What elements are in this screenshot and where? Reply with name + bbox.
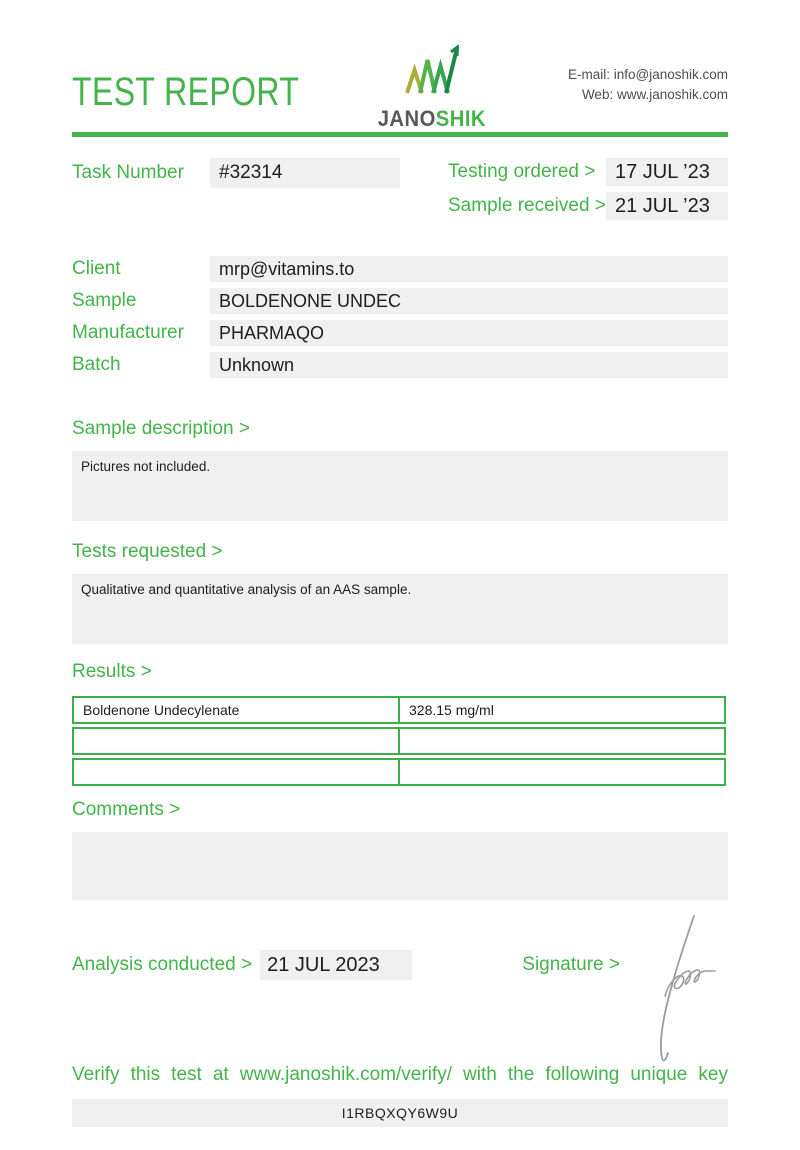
result-analyte-cell [72,758,400,786]
tests-requested-heading: Tests requested > [72,541,223,562]
batch-label: Batch [72,354,121,375]
sample-description-text: Pictures not included. [81,459,211,474]
result-value-cell [398,727,726,755]
sample-value: BOLDENONE UNDEC [210,288,728,314]
analysis-signature-row [72,950,728,980]
task-number-label: Task Number [72,162,184,183]
analysis-conducted-label: Analysis conducted > [72,954,253,975]
results-row [72,727,728,755]
results-heading: Results > [72,661,152,682]
verify-key: I1RBQXQY6W9U [72,1099,728,1127]
ascending-chart-icon [401,45,463,104]
sample-row [72,288,728,314]
tests-requested-text: Qualitative and quantitative analysis of an AAS sample. [81,582,412,597]
result-analyte-cell: Boldenone Undecylenate [72,696,400,724]
results-table [72,696,728,786]
testing-ordered-row [448,158,728,186]
sample-received-row [448,192,728,220]
comments-heading: Comments > [72,799,181,820]
dates-column [448,158,728,220]
contact-email: E-mail: info@janoshik.com [567,67,728,82]
client-value: mrp@vitamins.to [210,256,728,282]
sample-received-value: 21 JUL ’23 [606,192,728,220]
signature-label: Signature > [522,954,620,975]
janoshik-logo [373,45,491,132]
testing-ordered-value: 17 JUL ’23 [606,158,728,186]
manufacturer-label: Manufacturer [72,322,184,343]
sample-description-box [72,451,728,521]
verify-instruction: Verify this test at www.janoshik.com/verify/ with the following unique key [72,1064,728,1085]
manufacturer-value: PHARMAQO [210,320,728,346]
results-row [72,696,728,724]
page-title: TEST REPORT [72,70,300,114]
task-number-group [72,158,400,188]
manufacturer-row [72,320,728,346]
sample-info-section [72,256,728,378]
tests-requested-box [72,574,728,644]
sample-description-heading: Sample description > [72,418,250,439]
contact-block [568,65,728,105]
comments-box [72,832,728,900]
client-row [72,256,728,282]
sample-received-label: Sample received > [448,195,606,216]
task-number-value: #32314 [210,158,400,188]
batch-value: Unknown [210,352,728,378]
logo-wordmark [378,106,486,132]
header-divider [72,132,728,137]
result-analyte-cell [72,727,400,755]
result-value-cell [398,758,726,786]
analysis-conducted-value: 21 JUL 2023 [260,950,412,980]
task-dates-row [72,158,728,220]
batch-row [72,352,728,378]
logo-text-shik: SHIK [435,106,487,131]
results-row [72,758,728,786]
result-value-cell: 328.15 mg/ml [398,696,726,724]
handwritten-signature [638,910,724,1073]
contact-web: Web: www.janoshik.com [581,87,728,102]
client-label: Client [72,258,121,279]
logo-text-jano: JANO [377,106,436,131]
testing-ordered-label: Testing ordered > [448,161,596,182]
sample-label: Sample [72,290,137,311]
report-header [72,45,728,132]
